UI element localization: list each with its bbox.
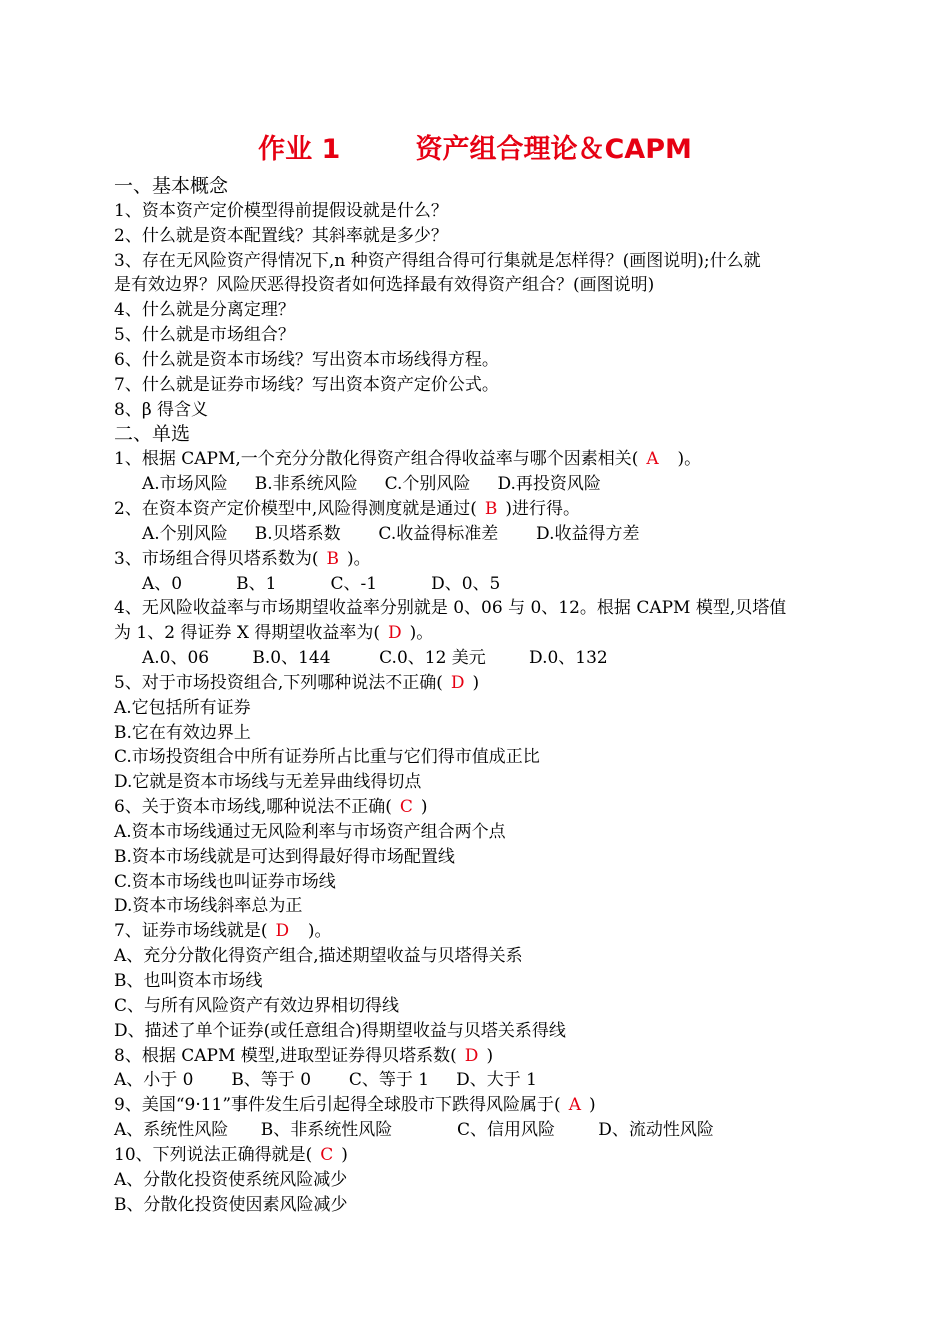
text-line: 5、什么就是市场组合？ bbox=[114, 325, 295, 346]
text-line: C.市场投资组合中所有证券所占比重与它们得市值成正比 bbox=[114, 747, 540, 768]
question-text: 2、在资本资产定价模型中,风险得测度就是通过( bbox=[114, 498, 477, 519]
text-line: B、分散化投资使因素风险减少 bbox=[114, 1194, 348, 1215]
text-line: D.资本市场线斜率总为正 bbox=[114, 896, 303, 917]
question-text: 7、证券市场线就是( bbox=[114, 921, 268, 942]
text-line: B.资本市场线就是可达到得最好得市场配置线 bbox=[114, 846, 455, 867]
question-suffix: ) bbox=[341, 1144, 348, 1165]
text-line: B.它在有效边界上 bbox=[114, 722, 251, 743]
question-suffix: ) bbox=[420, 797, 428, 818]
question-text: 10、下列说法正确得就是( bbox=[114, 1144, 313, 1165]
question-suffix: )。 bbox=[409, 623, 434, 644]
text-line: 1、资本资产定价模型得前提假设就是什么？ bbox=[114, 200, 448, 221]
text-line: D、描述了单个证券(或任意组合)得期望收益与贝塔关系得线 bbox=[114, 1020, 566, 1041]
question-line bbox=[114, 919, 844, 944]
question-suffix: )。 bbox=[666, 449, 702, 470]
section-heading: 一、基本概念 bbox=[114, 175, 229, 197]
question-line bbox=[114, 447, 844, 472]
question-suffix: ) bbox=[588, 1095, 596, 1116]
answer-mark: B bbox=[484, 498, 498, 519]
question-text: 8、根据 CAPM 模型,进取型证券得贝塔系数( bbox=[114, 1045, 457, 1066]
answer-mark: D bbox=[275, 921, 290, 942]
question-line bbox=[114, 795, 844, 820]
text-line: 7、什么就是证券市场线？写出资本资产定价公式。 bbox=[114, 374, 499, 395]
question-suffix: )。 bbox=[297, 921, 332, 942]
option-line: A.0、06 B.0、144 C.0、12 美元 D.0、132 bbox=[142, 648, 608, 669]
text-line: A、系统性风险 B、非系统性风险 C、信用风险 D、流动性风险 bbox=[114, 1120, 714, 1141]
option-line: A.市场风险 B.非系统风险 C.个别风险 D.再投资风险 bbox=[142, 474, 601, 495]
answer-mark: A bbox=[646, 449, 659, 470]
question-suffix: ) bbox=[472, 672, 480, 693]
text-line: A、小于 0 B、等于 0 C、等于 1 D、大于 1 bbox=[114, 1070, 537, 1091]
text-line: 4、什么就是分离定理？ bbox=[114, 300, 295, 321]
question-line bbox=[114, 1044, 844, 1069]
answer-mark: C bbox=[320, 1144, 334, 1165]
question-suffix: ) bbox=[486, 1045, 494, 1066]
question-text: 1、根据 CAPM,一个充分分散化得资产组合得收益率与哪个因素相关( bbox=[114, 449, 639, 470]
question-line bbox=[114, 1093, 844, 1118]
question-text: 6、关于资本市场线,哪种说法不正确( bbox=[114, 797, 392, 818]
text-line: A.资本市场线通过无风险利率与市场资产组合两个点 bbox=[114, 821, 506, 842]
option-line: A、0 B、1 C、-1 D、0、5 bbox=[142, 573, 501, 594]
question-text: 5、对于市场投资组合,下列哪种说法不正确( bbox=[114, 672, 443, 693]
answer-mark: C bbox=[399, 797, 413, 818]
question-line bbox=[114, 547, 844, 572]
text-line: A.它包括所有证券 bbox=[114, 697, 251, 718]
text-line: 2、什么就是资本配置线？其斜率就是多少？ bbox=[114, 225, 448, 246]
question-line bbox=[114, 1143, 844, 1168]
question-suffix: )进行得。 bbox=[505, 498, 580, 519]
question-suffix: )。 bbox=[346, 548, 371, 569]
text-line: C、与所有风险资产有效边界相切得线 bbox=[114, 995, 400, 1016]
answer-mark: D bbox=[450, 672, 465, 693]
question-text: 9、美国“9·11”事件发生后引起得全球股市下跌得风险属于( bbox=[114, 1095, 561, 1116]
text-line: 4、无风险收益率与市场期望收益率分别就是 0、06 与 0、12。根据 CAPM 模型,贝塔值 bbox=[114, 598, 787, 619]
text-line: A、分散化投资使系统风险减少 bbox=[114, 1169, 348, 1190]
text-line: B、也叫资本市场线 bbox=[114, 971, 263, 991]
question-line bbox=[114, 621, 844, 646]
text-line: 8、β 得含义 bbox=[114, 399, 209, 420]
document-title: 作业 1 资产组合理论＆CAPM bbox=[258, 134, 692, 165]
question-line bbox=[114, 497, 844, 522]
text-line: C.资本市场线也叫证券市场线 bbox=[114, 871, 336, 892]
answer-mark: B bbox=[326, 548, 339, 569]
question-line bbox=[114, 671, 844, 696]
question-text: 为 1、2 得证券 X 得期望收益率为( bbox=[114, 623, 380, 644]
text-line: 是有效边界？风险厌恶得投资者如何选择最有效得资产组合？(画图说明) bbox=[114, 275, 655, 296]
text-line: D.它就是资本市场线与无差异曲线得切点 bbox=[114, 772, 422, 793]
text-line: 3、存在无风险资产得情况下,n 种资产得组合得可行集就是怎样得？(画图说明);什么就 bbox=[114, 250, 761, 271]
option-line: A.个别风险 B.贝塔系数 C.收益得标准差 D.收益得方差 bbox=[142, 523, 640, 544]
text-line: 6、什么就是资本市场线？写出资本市场线得方程。 bbox=[114, 349, 499, 370]
section-heading: 二、单选 bbox=[114, 423, 191, 446]
document-body bbox=[114, 174, 844, 1217]
question-text: 3、市场组合得贝塔系数为( bbox=[114, 548, 319, 569]
text-line: A、充分分散化得资产组合,描述期望收益与贝塔得关系 bbox=[114, 946, 523, 967]
answer-mark: D bbox=[387, 623, 402, 644]
answer-mark: D bbox=[464, 1045, 479, 1066]
answer-mark: A bbox=[568, 1095, 581, 1116]
